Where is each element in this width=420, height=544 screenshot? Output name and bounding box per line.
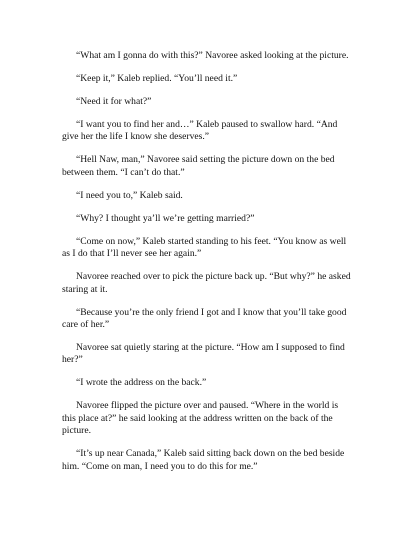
paragraph-1: “What am I gonna do with this?” Navoree asked looking at the picture. bbox=[76, 50, 349, 61]
paragraph-4: “I want you to find her and…” Kaleb paused to swallow hard. “And give her the life I know she deserves.” bbox=[62, 119, 338, 143]
paragraph-12: “I wrote the address on the back.” bbox=[76, 377, 207, 389]
paragraph-3: “Need it for what?” bbox=[76, 96, 152, 107]
paragraph-14: “It’s up near Canada,” Kaleb said sitting back down on the bed beside him. “Come on man, I need you to do this for me.” bbox=[62, 448, 345, 472]
paragraph-9: Navoree reached over to pick the picture back up. “But why?” he asked staring at it. bbox=[62, 271, 351, 295]
paragraph-13: Navoree flipped the picture over and paused. “Where in the world is this place at?” he said looking at the address written on the back of the picture. bbox=[62, 400, 339, 437]
paragraph-10: “Because you’re the only friend I got and I know that you’ll take good care of her.” bbox=[62, 306, 347, 331]
paragraph-6: “I need you to,” Kaleb said. bbox=[76, 189, 183, 201]
paragraph-8: “Come on now,” Kaleb started standing to his feet. “You know as well as I do that I’ll never see her again.” bbox=[62, 235, 347, 260]
paragraph-11: Navoree sat quietly staring at the picture. “How am I supposed to find her?” bbox=[62, 342, 345, 366]
paragraph-5: “Hell Naw, man,” Navoree said setting the picture down on the bed between them. “I can’t do that.” bbox=[62, 154, 335, 178]
paragraph-2: “Keep it,” Kaleb replied. “You’ll need it.” bbox=[76, 73, 238, 84]
paragraph-7: “Why? I thought ya’ll we’re getting married?” bbox=[76, 212, 255, 224]
